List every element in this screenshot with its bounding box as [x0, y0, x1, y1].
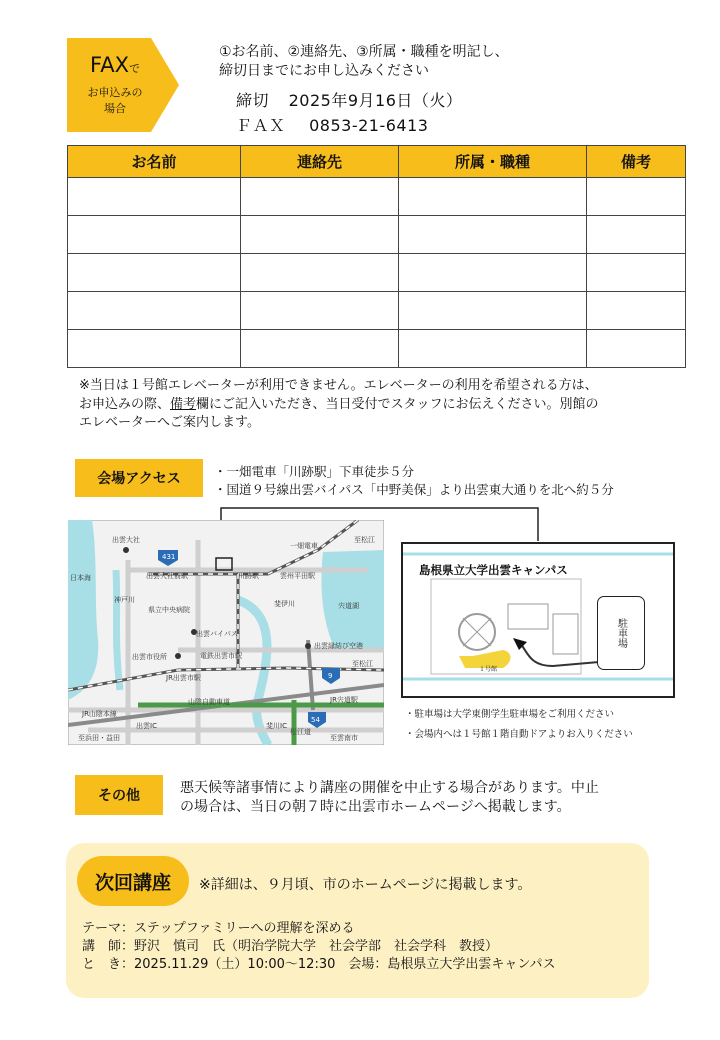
contact-cell[interactable] — [241, 330, 399, 368]
remarks-cell[interactable] — [587, 178, 686, 216]
map-label-sea: 日本海 — [70, 574, 91, 582]
name-cell[interactable] — [68, 178, 241, 216]
note-line-2c: 欄にご記入いただき、当日受付でスタッフにお伝えください。別館の — [196, 396, 599, 412]
next-theme: テーマ：ステップファミリーへの理解を深める — [82, 921, 355, 936]
application-table — [67, 145, 686, 368]
map-label-hamada: 至浜田・益田 — [78, 734, 120, 742]
name-cell[interactable] — [68, 330, 241, 368]
instruction-line-2: 締切日までにお申し込みください — [219, 63, 429, 79]
note-remarks-underlined: 備考 — [170, 396, 197, 412]
table-row — [68, 216, 686, 254]
fax-badge-line3: 場合 — [104, 102, 126, 115]
affiliation-cell[interactable] — [399, 292, 587, 330]
map-label-jr-izumo: JR出雲市駅 — [166, 674, 201, 682]
remarks-cell[interactable] — [587, 330, 686, 368]
map-label-unshu-hirata: 雲州平田駅 — [280, 572, 315, 580]
note-line-3: エレベーターへご案内します。 — [79, 415, 260, 430]
table-row — [68, 178, 686, 216]
note-line-1: ※当日は１号館エレベーターが利用できません。エレベーターの利用を希望される方は、 — [79, 378, 598, 393]
other-text — [180, 779, 599, 817]
elevator-note — [79, 377, 679, 433]
name-cell[interactable] — [68, 216, 241, 254]
map-label-hiikawa: 斐伊川 — [274, 600, 295, 608]
header-name: お名前 — [68, 146, 241, 178]
remarks-cell[interactable] — [587, 254, 686, 292]
fax-number-line — [236, 113, 428, 136]
map-label-hikawa-ic: 斐川IC — [266, 722, 287, 730]
fax-label: ＦＡＸ — [236, 116, 286, 135]
building-1-label: １号館 — [479, 666, 498, 673]
map-label-kando: 神戸川 — [114, 596, 135, 604]
map-label-jr-shinji: JR宍道駅 — [330, 696, 358, 704]
map-label-airport: 出雲縁結び空港 — [314, 642, 363, 650]
map-label-dentetsu: 電鉄出雲市駅 — [200, 652, 242, 660]
contact-cell[interactable] — [241, 216, 399, 254]
route-54: 54 — [311, 716, 320, 724]
route-9: 9 — [328, 672, 333, 680]
note-line-2a: お申込みの際、 — [79, 396, 171, 412]
fax-badge-line2: お申込みの — [87, 86, 143, 99]
contact-cell[interactable] — [241, 254, 399, 292]
affiliation-cell[interactable] — [399, 178, 587, 216]
deadline-value: 2025年9月16日（火） — [288, 91, 463, 110]
map-label-izumo-taisha: 出雲大社 — [112, 536, 140, 544]
next-lecturer: 講 師：野沢 慎司 氏（明治学院大学 社会学部 社会学科 教授） — [82, 939, 499, 954]
fax-badge-de: で — [128, 62, 140, 75]
map-label-jr-line: JR山陰本線 — [82, 710, 117, 718]
deadline-label: 締切 — [236, 91, 270, 110]
fax-number: 0853-21-6413 — [309, 116, 429, 135]
deadline — [236, 88, 462, 111]
table-row — [68, 292, 686, 330]
map-label-taisha-mae: 出雲大社前駅 — [146, 572, 188, 580]
parking-note-2: ・会場内へは１号館１階自動ドアよりお入りください — [405, 729, 633, 740]
fax-badge-fax: FAX — [90, 53, 129, 77]
parking-notes — [405, 705, 633, 745]
other-label: その他 — [75, 775, 163, 815]
parking-label: 駐車場 — [615, 618, 627, 648]
campus-inset-map — [401, 542, 675, 698]
other-line-1: 悪天候等諸事情により講座の開催を中止する場合があります。中止 — [180, 780, 599, 796]
next-datetime: と き：2025.11.29（土）10:00～12:30 会場：島根県立大学出雲キャンパス — [82, 957, 556, 972]
other-line-2: の場合は、当日の朝７時に出雲市ホームページへ掲載します。 — [180, 799, 571, 815]
header-affiliation: 所属・職種 — [399, 146, 587, 178]
map-label-city-office: 出雲市役所 — [132, 653, 167, 661]
next-lecture-note: ※詳細は、９月頃、市のホームページに掲載します。 — [199, 877, 532, 893]
next-lecture-badge: 次回講座 — [77, 856, 189, 906]
remarks-cell[interactable] — [587, 292, 686, 330]
map-label-unnan: 至雲南市 — [330, 734, 358, 742]
contact-cell[interactable] — [241, 292, 399, 330]
table-header-row — [68, 146, 686, 178]
map-label-izumo-ic: 出雲IC — [136, 722, 157, 730]
access-item-1: ・一畑電車「川跡駅」下車徒歩５分 — [214, 464, 415, 479]
parking-box — [597, 596, 645, 670]
table-row — [68, 330, 686, 368]
access-item-2: ・国道９号線出雲バイパス「中野美保」より出雲東大通りを北へ約５分 — [214, 482, 614, 497]
parking-note-1: ・駐車場は大学東側学生駐車場をご利用ください — [405, 709, 615, 720]
area-map — [68, 520, 384, 745]
remarks-cell[interactable] — [587, 216, 686, 254]
name-cell[interactable] — [68, 254, 241, 292]
map-label-sanin-exp: 山陰自動車道 — [188, 698, 230, 706]
map-label-ichibata: 一畑電車 — [290, 542, 318, 550]
affiliation-cell[interactable] — [399, 216, 587, 254]
header-contact: 連絡先 — [241, 146, 399, 178]
affiliation-cell[interactable] — [399, 254, 587, 292]
map-label-hospital: 県立中央病院 — [148, 606, 190, 614]
contact-cell[interactable] — [241, 178, 399, 216]
fax-badge — [67, 38, 179, 132]
map-label-kawato: 川跡駅 — [238, 572, 259, 580]
instruction-line-1: ①お名前、②連絡先、③所属・職種を明記し、 — [219, 44, 509, 60]
table-row — [68, 254, 686, 292]
map-label-matsue-2: 至松江 — [352, 660, 373, 668]
route-431: 431 — [162, 553, 176, 561]
affiliation-cell[interactable] — [399, 330, 587, 368]
map-label-matsue-line: 松江道 — [290, 728, 311, 736]
header-remarks: 備考 — [587, 146, 686, 178]
campus-title: 島根県立大学出雲キャンパス — [419, 563, 568, 577]
name-cell[interactable] — [68, 292, 241, 330]
map-label-bypass: 出雲バイパス — [196, 630, 238, 638]
map-label-shinji: 宍道湖 — [338, 602, 359, 610]
access-label: 会場アクセス — [75, 459, 203, 497]
map-label-matsue-1: 至松江 — [354, 536, 375, 544]
